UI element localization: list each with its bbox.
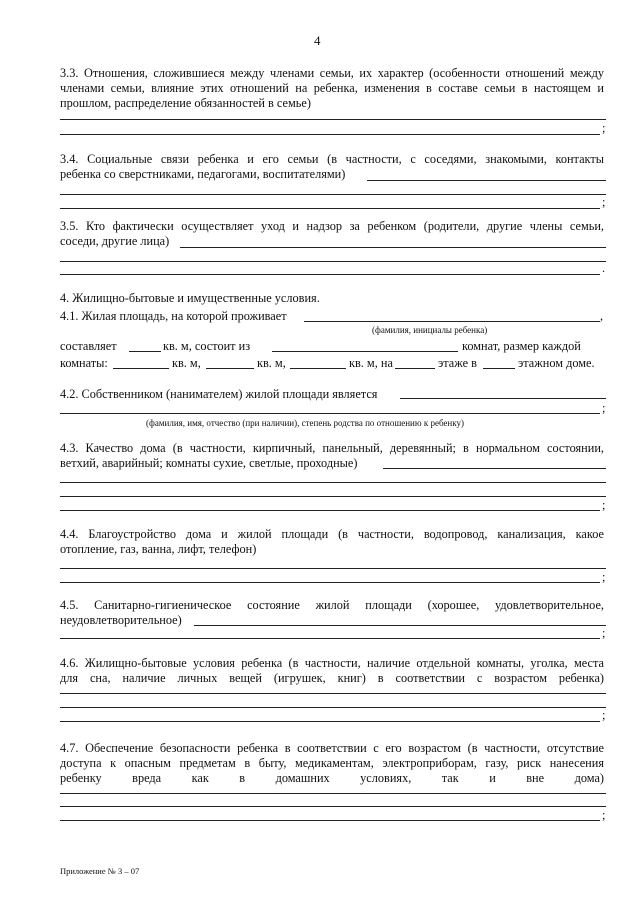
semicolon-mark: ;: [602, 195, 606, 209]
kvm-sostoit-label: кв. м, состоит из: [163, 339, 251, 353]
answer-line[interactable]: [60, 134, 600, 135]
sostavlyaet-label: составляет: [60, 339, 117, 353]
section-4-1-line-1: 4.1. Жилая площадь, на которой проживает: [60, 309, 287, 323]
footer-note: Приложение № 3 – 07: [60, 866, 140, 876]
semicolon-mark: ;: [602, 570, 606, 584]
semicolon-mark: ;: [602, 401, 606, 415]
page-number: 4: [314, 33, 321, 48]
answer-line[interactable]: [60, 582, 600, 583]
answer-line[interactable]: [180, 247, 606, 248]
section-3-4-line-1: 3.4. Социальные связи ребенка и его семьи (в частности, с соседями, знакомыми, контакты: [60, 152, 604, 166]
section-3-4-line-2: ребенка со сверстниками, педагогами, воспитателями): [60, 167, 346, 181]
section-4-7-line-2: доступа к опасным предметам в быту, медикаментам, электроприборам, газу, риск нанесения: [60, 756, 604, 770]
answer-line[interactable]: [60, 638, 600, 639]
answer-line[interactable]: [60, 119, 606, 120]
answer-line[interactable]: [60, 806, 606, 807]
room-1-area-field[interactable]: [113, 357, 169, 369]
section-4-title: 4. Жилищно-бытовые и имущественные условия.: [60, 291, 320, 305]
room-3-area-field[interactable]: [290, 357, 346, 369]
section-4-5-line-1: 4.5. Санитарно-гигиеническое состояние жилой площади (хорошее, удовлетворительное,: [60, 598, 604, 612]
section-4-4-line-2: отопление, газ, ванна, лифт, телефон): [60, 542, 257, 556]
answer-line[interactable]: [60, 482, 606, 483]
answer-line[interactable]: [60, 274, 600, 275]
child-name-caption: (фамилия, инициалы ребенка): [372, 325, 488, 335]
kvm-label-1: кв. м,: [172, 356, 201, 370]
semicolon-mark: ;: [602, 121, 606, 135]
answer-line[interactable]: [60, 820, 600, 821]
owner-caption: (фамилия, имя, отчество (при наличии), степень родства по отношению к ребенку): [146, 418, 464, 428]
answer-line[interactable]: [60, 707, 606, 708]
kvm-label-2: кв. м,: [257, 356, 286, 370]
answer-line[interactable]: [60, 261, 606, 262]
semicolon-mark: ;: [602, 498, 606, 512]
section-3-5-line-2: соседи, другие лица): [60, 234, 170, 248]
answer-line[interactable]: [60, 510, 600, 511]
rooms-count-field[interactable]: [272, 340, 458, 352]
owner-line[interactable]: [400, 398, 606, 399]
child-name-line[interactable]: [304, 321, 600, 322]
section-4-6-line-1: 4.6. Жилищно-бытовые условия ребенка (в частности, наличие отдельной комнаты, уголка, места: [60, 656, 604, 670]
etazhnom-label: этажном доме.: [518, 356, 595, 370]
answer-line[interactable]: [60, 208, 600, 209]
floor-field[interactable]: [395, 357, 435, 369]
komnat-label: комнат, размер каждой: [462, 339, 581, 353]
comma-mark: ,: [600, 309, 604, 323]
kvm-na-label: кв. м, на: [349, 356, 393, 370]
section-3-5-line-1: 3.5. Кто фактически осуществляет уход и надзор за ребенком (родители, другие члены семьи,: [60, 219, 604, 233]
section-3-3-line-3: прошлом, распределение обязанностей в семье): [60, 96, 311, 110]
section-4-7-line-3: ребенку вреда как в домашних условиях, так и вне дома): [60, 771, 604, 785]
owner-line[interactable]: [60, 413, 600, 414]
answer-line[interactable]: [194, 625, 606, 626]
answer-line[interactable]: [60, 793, 606, 794]
answer-line[interactable]: [60, 496, 606, 497]
komnaty-label: комнаты:: [60, 356, 108, 370]
section-4-3-line-2: ветхий, аварийный; комнаты сухие, светлые, проходные): [60, 456, 358, 470]
answer-line[interactable]: [60, 721, 600, 722]
section-3-3-line-2: членами семьи, влияние этих отношений на ребенка, изменения в составе семьи в настоящем и: [60, 81, 604, 95]
section-4-4-line-1: 4.4. Благоустройство дома и жилой площади (в частности, водопровод, канализация, какое: [60, 527, 604, 541]
section-3-3-line-1: 3.3. Отношения, сложившиеся между членами семьи, их характер (особенности отношений между: [60, 66, 604, 80]
answer-line[interactable]: [383, 468, 606, 469]
semicolon-mark: ;: [602, 808, 606, 822]
etazhe-label: этаже в: [438, 356, 477, 370]
section-4-6-line-2: для сна, наличие личных вещей (игрушек, книг) в соответствии с возрастом ребенка): [60, 671, 604, 685]
section-4-5-line-2: неудовлетворительное): [60, 613, 182, 627]
answer-line[interactable]: [60, 568, 606, 569]
section-4-2-line-1: 4.2. Собственником (нанимателем) жилой площади является: [60, 387, 378, 401]
answer-line[interactable]: [60, 194, 606, 195]
floors-total-field[interactable]: [483, 357, 515, 369]
answer-line[interactable]: [60, 693, 606, 694]
semicolon-mark: ;: [602, 626, 606, 640]
section-4-7-line-1: 4.7. Обеспечение безопасности ребенка в соответствии с его возрастом (в частности, отсутствие: [60, 741, 604, 755]
section-4-3-line-1: 4.3. Качество дома (в частности, кирпичный, панельный, деревянный; в нормальном состоянии,: [60, 441, 604, 455]
answer-line[interactable]: [367, 180, 606, 181]
semicolon-mark: ;: [602, 708, 606, 722]
period-mark: .: [602, 261, 606, 275]
area-total-field[interactable]: [129, 340, 161, 352]
room-2-area-field[interactable]: [206, 357, 254, 369]
